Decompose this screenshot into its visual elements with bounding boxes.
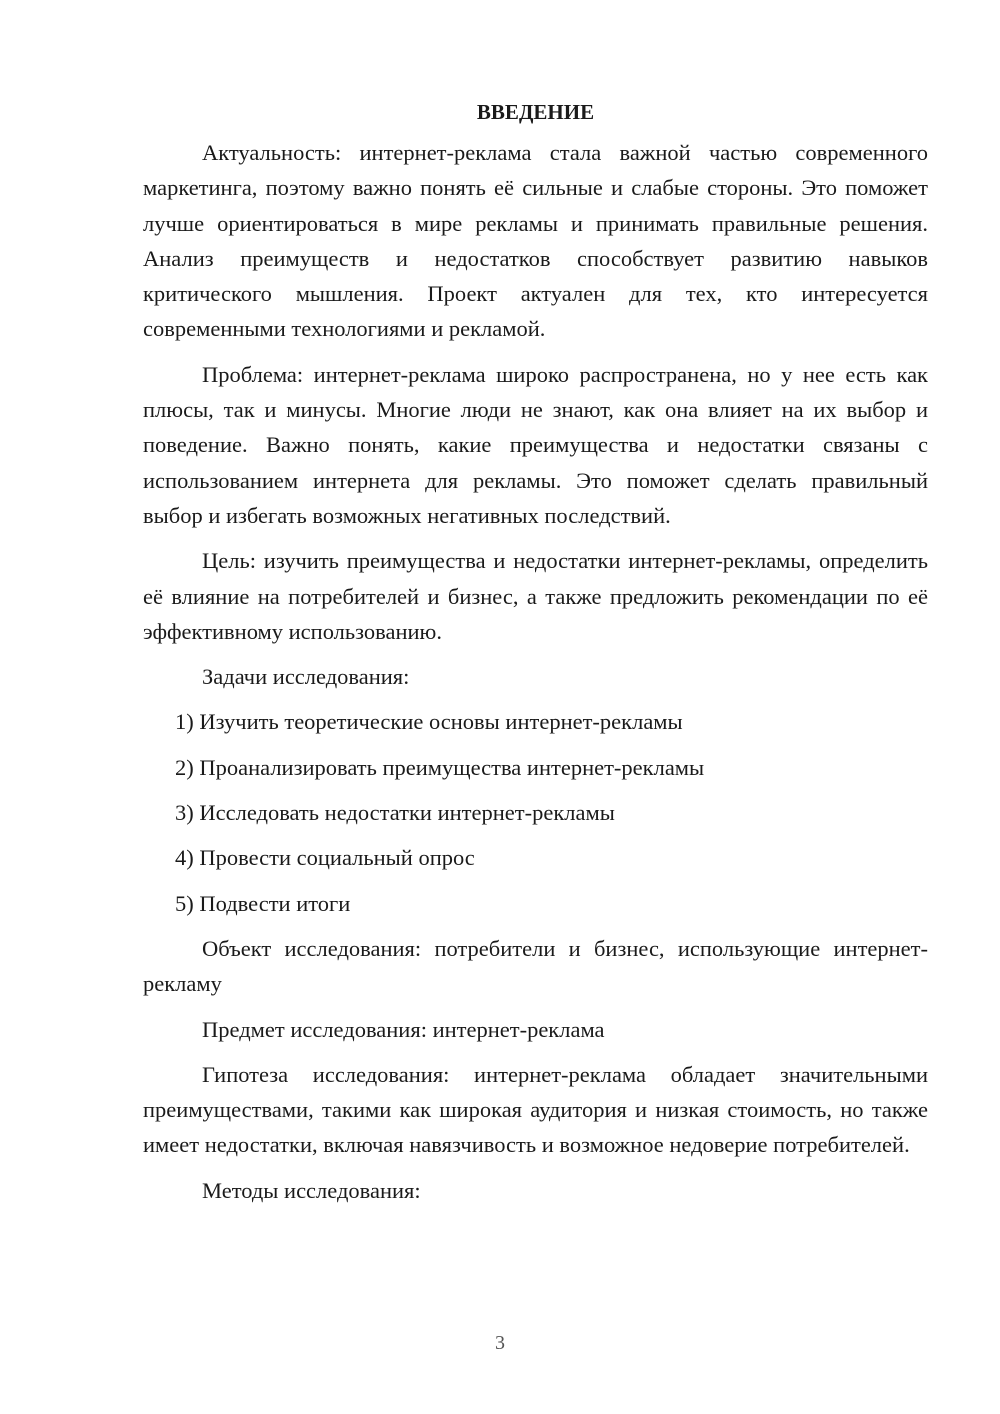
relevance-paragraph: Актуальность: интернет-реклама стала важной частью современного маркетинга, поэтому важно понять её сильные и слабые стороны. Это поможет лучше ориентироваться в мире рекламы и принимать правильные решения. Анализ преимуществ и недостатков способствует развитию навыков критического мышления. Проект актуален для тех, кто интересуется современными технологиями и рекламой.: [143, 140, 928, 342]
task-item: 1) Изучить теоретические основы интернет-рекламы: [175, 709, 683, 735]
page-body: [143, 97, 928, 1218]
subject-paragraph: Предмет исследования: интернет-реклама: [202, 1016, 605, 1042]
page-number: 3: [495, 1332, 505, 1354]
object-paragraph: Объект исследования: потребители и бизнес, использующие интернет-рекламу: [143, 935, 928, 997]
methods-heading: Методы исследования:: [202, 1177, 421, 1203]
hypothesis-paragraph: Гипотеза исследования: интернет-реклама обладает значительными преимуществами, такими как широкая аудитория и низкая стоимость, но также имеет недостатки, включая навязчивость и возможное недоверие потребителей.: [143, 1061, 928, 1158]
task-item: 5) Подвести итоги: [175, 890, 351, 916]
tasks-heading: Задачи исследования:: [202, 664, 410, 690]
task-item: 4) Провести социальный опрос: [175, 845, 475, 871]
task-item: 3) Исследовать недостатки интернет-рекламы: [175, 800, 615, 826]
problem-paragraph: Проблема: интернет-реклама широко распространена, но у нее есть как плюсы, так и минусы. Многие люди не знают, как она влияет на их выбор и поведение. Важно понять, какие преимущества и недостатки связаны с использованием интернета для рекламы. Это поможет сделать правильный выбор и избегать возможных негативных последствий.: [143, 361, 928, 528]
goal-paragraph: Цель: изучить преимущества и недостатки интернет-рекламы, определить её влияние на потребителей и бизнес, а также предложить рекомендации по её эффективному использованию.: [143, 548, 928, 644]
task-item: 2) Проанализировать преимущества интернет-рекламы: [175, 754, 705, 780]
section-title: ВВЕДЕНИЕ: [476, 100, 595, 124]
